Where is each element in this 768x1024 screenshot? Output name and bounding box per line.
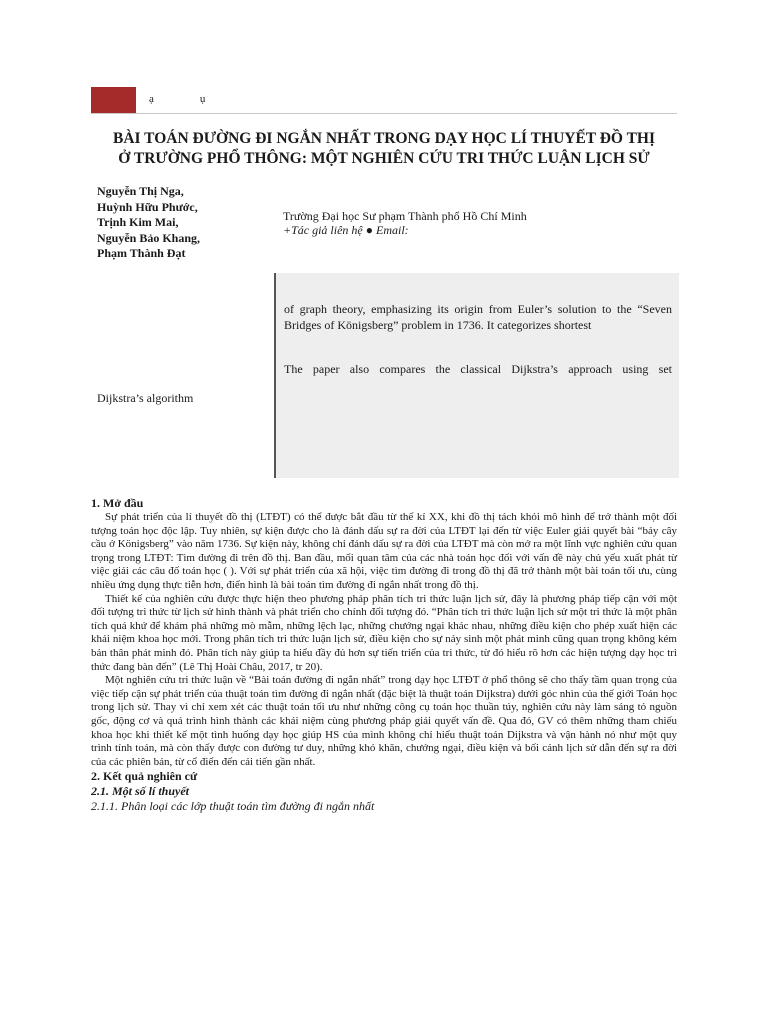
paragraph-2: Thiết kế của nghiên cứu được thực hiện theo phương pháp phân tích tri thức luận lịch sử, đây là phương pháp tiếp cận với một đối tượng tri thức từ lịch sử hình thành và phát triển cho chính đối tượng đó. “Phân tích tri thức luận lịch sử một tri thức là một phân tích quá khứ để khám phá những mò mẫm, những lệch lạc, những chướng ngại khác nhau, những điều kiện cho phép xuất hiện các khái niệm khoa học mới. Trong phân tích tri thức luận lịch sử, điều kiện cho sự nảy sinh một phát minh cũng quan trọng không kém bản thân phát minh đó. Phân tích này giúp ta hiểu đầy đủ hơn sự tiến triển của tri thức, từ đó hiểu rõ hơn các hiện tượng dạy học tri thức đang bàn đến” (Lê Thị Hoài Châu, 2017, tr 20). [91,592,677,673]
body-text [91,496,677,814]
paper-title [91,129,677,169]
institution: Trường Đại học Sư phạm Thành phố Hồ Chí Minh [283,209,527,223]
affiliation [283,209,663,237]
author-4: Nguyễn Bảo Khang, [97,230,201,245]
title-line-2: Ở TRƯỜNG PHỔ THÔNG: MỘT NGHIÊN CỨU TRI THỨC LUẬN LỊCH SỬ [118,150,650,167]
header-word-2: ụ [199,93,206,105]
author-2: Huỳnh Hữu Phước, [97,199,198,214]
header-text [149,93,205,105]
author-5: Phạm Thành Đạt [97,246,186,260]
title-line-1: BÀI TOÁN ĐƯỜNG ĐI NGẮN NHẤT TRONG DẠY HỌC LÍ THUYẾT ĐỒ THỊ [112,130,656,147]
paragraph-3: Một nghiên cứu tri thức luận về “Bài toán đường đi ngắn nhất” trong dạy học LTĐT ở phổ thông sẽ cho thấy tầm quan trọng của việc tiếp cận sự phát triển của thuật toán tìm đường đi ngắn nhất (đặc biệt là thuật toán Dijkstra) dưới góc nhìn của thế giới Toán học trong lịch sử. Thay vì chỉ xem xét các thuật toán tối ưu như những công cụ toán học thuần túy, nghiên cứu này làm sáng tỏ nguồn gốc, động cơ và quá trình hình thành các khái niệm cùng phương pháp giải quyết vấn đề. Qua đó, GV có thêm những tham chiếu khoa học khi thiết kế một tình huống dạy học giúp HS của mình không chỉ hiểu thuật toán Dijkstra và vận hành nó như một quy trình tính toán, mà còn thấy được con đường tư duy, những khó khăn, chướng ngại, điều kiện và bối cảnh lịch sử dẫn đến sự ra đời của các phiên bản, từ cổ điển đến cải tiến gần nhất. [91,674,677,768]
section-heading-2: 2. Kết quả nghiên cứ [91,769,198,784]
abstract-text-1: of graph theory, emphasizing its origin from Euler’s solution to the “Seven Bridges of Königsberg” problem in 1736. It categorizes shortest [284,302,672,332]
running-header [91,87,677,114]
keyword: Dijkstra’s algorithm [97,391,194,405]
abstract-box [274,273,679,478]
section-heading-1: 1. Mở đầu [91,496,144,510]
subsection-heading-2-1-1: 2.1.1. Phân loại các lớp thuật toán tìm đường đi ngắn nhất [91,799,375,814]
header-word-1: ạ [149,93,154,105]
header-color-block [91,87,136,113]
paragraph-1: Sự phát triển của lí thuyết đồ thị (LTĐT) có thể được bắt đầu từ thế kỉ XX, khi đồ thị tách khỏi mô hình để trở thành một đối tượng toán học độc lập. Tuy nhiên, sự kiện được cho là đánh dấu sự ra đời của LTĐT lại đến từ việc Euler giải quyết bài “bảy cây cầu ở Königsberg” vào năm 1736. Sự kiện này, không chỉ đánh dấu sự ra đời của LTĐT mà còn mở ra một lĩnh vực nghiên cứu quan trọng trong LTĐT: Tìm đường đi trên đồ thị. Ban đầu, mối quan tâm của các nhà toán học đối với vấn đề này chủ yếu xuất phát từ việc giải các câu đố toán học ( ). Với sự phát triển của xã hội, việc tìm đường đi trong đồ thị đã trở thành một bài toán tối ưu, cùng nhiều ứng dụng thực tiễn hơn, điển hình là bài toán tìm đường đi ngắn nhất trong đồ thị. [91,511,677,591]
author-1: Nguyễn Thị Nga, [97,184,184,198]
contact-email: +Tác giả liên hệ ● Email: [283,223,409,237]
author-list [97,184,267,262]
author-3: Trịnh Kim Mai, [97,215,179,229]
subsection-heading-2-1: 2.1. Một số lí thuyết [91,784,190,799]
abstract-text-2: The paper also compares the classical Dijkstra’s approach using set [284,362,672,376]
